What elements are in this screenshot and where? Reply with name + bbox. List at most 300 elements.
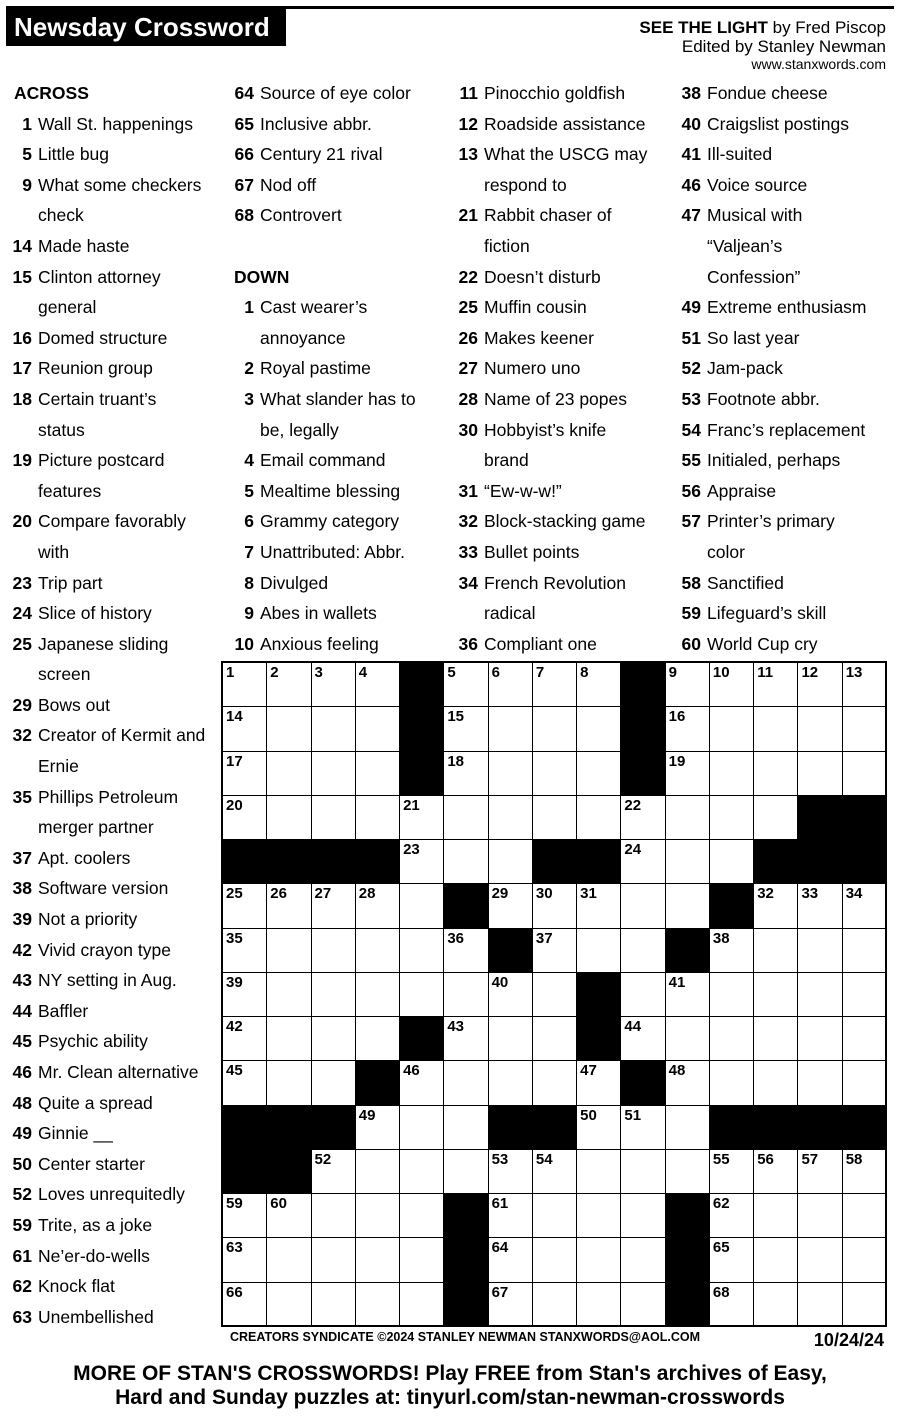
grid-cell[interactable] — [842, 751, 887, 796]
clue-number: 8 — [244, 572, 254, 593]
grid-cell[interactable] — [355, 1193, 400, 1238]
grid-cell[interactable] — [753, 795, 798, 840]
grid-cell[interactable] — [532, 751, 577, 796]
clue-text: radical — [484, 603, 536, 624]
clue-number: 9 — [22, 174, 32, 195]
clue-line — [673, 170, 895, 201]
clue-number: 42 — [12, 939, 32, 960]
author: by Fred Piscop — [772, 18, 886, 37]
cell-number: 47 — [580, 1062, 597, 1080]
grid-cell[interactable] — [532, 706, 577, 751]
grid-cell[interactable] — [753, 1193, 798, 1238]
clue-line — [226, 445, 446, 476]
grid-cell[interactable] — [532, 1282, 577, 1327]
grid-cell[interactable] — [488, 662, 533, 707]
grid-cell[interactable] — [311, 1149, 356, 1194]
grid-cell[interactable] — [355, 662, 400, 707]
grid-cell[interactable] — [532, 1060, 577, 1105]
clue-line — [4, 231, 218, 262]
clue-number: 50 — [12, 1153, 32, 1174]
black-square — [532, 1105, 577, 1150]
grid-cell[interactable] — [709, 751, 754, 796]
grid-cell[interactable] — [665, 883, 710, 928]
clue-line — [4, 873, 218, 904]
grid-cell[interactable] — [355, 928, 400, 973]
cell-number: 50 — [580, 1106, 597, 1124]
clue-number: 33 — [458, 541, 478, 562]
cell-number: 3 — [314, 664, 323, 681]
grid-cell[interactable] — [665, 795, 710, 840]
clue-number: 53 — [681, 388, 701, 409]
grid-cell[interactable] — [842, 1282, 887, 1327]
promo — [0, 1362, 900, 1410]
grid-cell[interactable] — [355, 883, 400, 928]
grid-cell[interactable] — [355, 706, 400, 751]
black-square — [665, 928, 710, 973]
clue-line — [226, 139, 446, 170]
cell-number: 60 — [270, 1195, 287, 1213]
grid-cell[interactable] — [576, 706, 621, 751]
grid-cell[interactable] — [709, 839, 754, 884]
clue-number — [4, 415, 38, 446]
grid-cell[interactable] — [488, 1193, 533, 1238]
clue-line — [226, 109, 446, 140]
grid-cell[interactable] — [842, 1016, 887, 1061]
black-square — [620, 751, 665, 796]
grid-cell[interactable] — [709, 662, 754, 707]
grid-cell[interactable] — [266, 1237, 311, 1282]
black-square — [576, 839, 621, 884]
grid-cell[interactable] — [753, 1149, 798, 1194]
grid-cell[interactable] — [355, 972, 400, 1017]
grid-cell[interactable] — [355, 1237, 400, 1282]
grid-cell[interactable] — [620, 1016, 665, 1061]
grid-cell[interactable] — [576, 1237, 621, 1282]
grid-cell[interactable] — [488, 883, 533, 928]
grid-cell[interactable] — [709, 1237, 754, 1282]
clue-number: 39 — [12, 909, 32, 930]
clue-text: Mr. Clean alternative — [38, 1062, 199, 1082]
clue-text: Doesn’t disturb — [484, 266, 601, 287]
black-square — [665, 1282, 710, 1327]
clue-number: 28 — [458, 388, 478, 409]
grid-cell[interactable] — [709, 1149, 754, 1194]
clue-line — [4, 415, 218, 446]
grid-cell[interactable] — [443, 1016, 488, 1061]
clue-number: 2 — [244, 358, 254, 379]
grid-cell[interactable] — [266, 795, 311, 840]
grid-cell[interactable] — [266, 1282, 311, 1327]
grid-cell[interactable] — [443, 1149, 488, 1194]
clue-line — [4, 690, 218, 721]
grid-cell[interactable] — [842, 1149, 887, 1194]
grid-cell[interactable] — [620, 1105, 665, 1150]
grid-cell[interactable] — [266, 706, 311, 751]
grid-cell[interactable] — [443, 1105, 488, 1150]
grid-cell[interactable] — [443, 795, 488, 840]
clue-text: Not a priority — [38, 909, 138, 930]
grid-cell[interactable] — [665, 1105, 710, 1150]
grid-cell[interactable] — [842, 972, 887, 1017]
grid-cell[interactable] — [753, 972, 798, 1017]
grid-cell[interactable] — [576, 751, 621, 796]
grid-cell[interactable] — [532, 795, 577, 840]
grid-cell[interactable] — [665, 1149, 710, 1194]
clue-line — [226, 506, 446, 537]
grid-cell[interactable] — [311, 928, 356, 973]
clue-number: 1 — [22, 113, 32, 134]
clue-line — [4, 109, 218, 140]
grid-cell[interactable] — [576, 1282, 621, 1327]
grid-cell[interactable] — [355, 751, 400, 796]
black-square — [355, 839, 400, 884]
clue-text: annoyance — [260, 327, 346, 348]
promo-line-2: Hard and Sunday puzzles at: tinyurl.com/stan-newman-crosswords — [115, 1386, 785, 1409]
grid-cell[interactable] — [753, 1016, 798, 1061]
grid-cell[interactable] — [665, 839, 710, 884]
grid-cell[interactable] — [709, 1016, 754, 1061]
clue-line — [4, 629, 218, 660]
clue-line — [4, 1149, 218, 1180]
clue-text: fiction — [484, 235, 530, 256]
cell-number: 46 — [403, 1062, 420, 1080]
grid-cell[interactable] — [753, 1060, 798, 1105]
grid-cell[interactable] — [665, 662, 710, 707]
clue-number: 26 — [458, 327, 478, 348]
clue-number: 5 — [244, 480, 254, 501]
clue-text: Muffin cousin — [484, 297, 587, 318]
grid-cell[interactable] — [355, 1016, 400, 1061]
grid-cell[interactable] — [753, 1282, 798, 1327]
grid-cell[interactable] — [709, 1193, 754, 1238]
grid-cell[interactable] — [532, 1193, 577, 1238]
clue-number: 29 — [12, 694, 32, 715]
cell-number: 67 — [491, 1283, 509, 1301]
clue-line — [4, 139, 218, 170]
grid-cell[interactable] — [222, 972, 267, 1017]
grid-cell[interactable] — [399, 1060, 444, 1105]
clue-text: Mealtime blessing — [260, 480, 401, 501]
grid-cell[interactable] — [620, 795, 665, 840]
grid-cell[interactable] — [842, 1237, 887, 1282]
grid-cell[interactable] — [355, 1282, 400, 1327]
grid-cell[interactable] — [311, 1193, 356, 1238]
clue-text: be, legally — [260, 419, 339, 440]
cell-number: 65 — [712, 1239, 730, 1257]
clue-number — [673, 537, 707, 568]
grid-cell[interactable] — [488, 839, 533, 884]
grid-cell[interactable] — [620, 839, 665, 884]
grid-cell[interactable] — [620, 1149, 665, 1194]
grid-cell[interactable] — [488, 1149, 533, 1194]
grid-cell[interactable] — [797, 751, 842, 796]
grid-cell[interactable] — [797, 1016, 842, 1061]
grid-cell[interactable] — [753, 662, 798, 707]
grid-cell[interactable] — [311, 706, 356, 751]
clue-text: Sanctified — [707, 572, 784, 593]
clue-line — [4, 1026, 218, 1057]
grid-cell[interactable] — [443, 928, 488, 973]
grid-cell[interactable] — [709, 1060, 754, 1105]
black-square — [532, 839, 577, 884]
grid-cell[interactable] — [576, 1149, 621, 1194]
grid-cell[interactable] — [399, 883, 444, 928]
clue-text: Trite, as a joke — [38, 1214, 153, 1235]
grid-cell[interactable] — [842, 662, 887, 707]
grid-cell[interactable] — [311, 883, 356, 928]
grid-cell[interactable] — [576, 883, 621, 928]
grid-cell[interactable] — [443, 839, 488, 884]
clue-text: Trip part — [38, 572, 103, 593]
black-square — [753, 839, 798, 884]
clue-line — [4, 782, 218, 813]
clue-number: 40 — [681, 113, 701, 134]
grid-cell[interactable] — [532, 928, 577, 973]
grid-cell[interactable] — [532, 662, 577, 707]
grid-cell[interactable] — [665, 751, 710, 796]
clue-text: color — [707, 541, 745, 562]
grid-cell[interactable] — [842, 928, 887, 973]
grid-cell[interactable] — [355, 1149, 400, 1194]
clue-number: 32 — [12, 725, 32, 746]
grid-cell[interactable] — [266, 1016, 311, 1061]
grid-cell[interactable] — [842, 883, 887, 928]
grid-cell[interactable] — [709, 795, 754, 840]
grid-cell[interactable] — [753, 706, 798, 751]
clue-line — [4, 445, 218, 476]
black-square — [222, 839, 267, 884]
grid-cell[interactable] — [355, 1105, 400, 1150]
grid-cell[interactable] — [709, 972, 754, 1017]
grid-cell[interactable] — [311, 1060, 356, 1105]
grid-cell[interactable] — [311, 972, 356, 1017]
clue-text: Psychic ability — [38, 1031, 148, 1052]
grid-cell[interactable] — [797, 1282, 842, 1327]
grid-cell[interactable] — [266, 928, 311, 973]
clue-text: Email command — [260, 450, 386, 471]
grid-cell[interactable] — [222, 751, 267, 796]
clue-line — [4, 904, 218, 935]
clue-text: Block-stacking game — [484, 511, 646, 532]
grid-cell[interactable] — [488, 751, 533, 796]
grid-cell[interactable] — [311, 751, 356, 796]
grid-cell[interactable] — [797, 883, 842, 928]
grid-cell[interactable] — [266, 751, 311, 796]
grid-cell[interactable] — [665, 972, 710, 1017]
clue-line — [226, 568, 446, 599]
clue-text: Makes keener — [484, 327, 594, 348]
grid-cell[interactable] — [665, 1060, 710, 1105]
grid-cell[interactable] — [222, 1193, 267, 1238]
grid-cell[interactable] — [488, 1016, 533, 1061]
black-square — [488, 1105, 533, 1150]
grid-cell[interactable] — [797, 1060, 842, 1105]
clue-text: What some checkers — [38, 174, 202, 195]
clue-text: Craigslist postings — [707, 113, 849, 134]
grid-cell[interactable] — [266, 883, 311, 928]
cell-number: 22 — [624, 796, 642, 814]
grid-cell[interactable] — [709, 928, 754, 973]
cell-number: 53 — [491, 1150, 509, 1168]
clue-line — [4, 1088, 218, 1119]
grid-cell[interactable] — [443, 972, 488, 1017]
grid-cell[interactable] — [222, 1016, 267, 1061]
black-square — [753, 1105, 798, 1150]
clue-text: Ne’er-do-wells — [38, 1245, 150, 1266]
cell-number: 26 — [270, 885, 287, 903]
black-square — [222, 1105, 267, 1150]
clue-line — [226, 476, 446, 507]
grid-cell[interactable] — [620, 1282, 665, 1327]
grid-cell[interactable] — [222, 706, 267, 751]
grid-cell[interactable] — [399, 1193, 444, 1238]
grid-cell[interactable] — [311, 662, 356, 707]
grid-cell[interactable] — [488, 972, 533, 1017]
cell-number: 23 — [403, 841, 420, 859]
across-header: ACROSS — [14, 83, 89, 103]
grid-cell[interactable] — [399, 1149, 444, 1194]
grid-cell[interactable] — [665, 1016, 710, 1061]
grid-cell[interactable] — [443, 751, 488, 796]
clue-line — [4, 353, 218, 384]
grid-cell[interactable] — [222, 1237, 267, 1282]
grid-cell[interactable] — [399, 1105, 444, 1150]
grid-cell[interactable] — [620, 1237, 665, 1282]
grid-cell[interactable] — [576, 662, 621, 707]
grid-cell[interactable] — [576, 1060, 621, 1105]
grid-cell[interactable] — [532, 1237, 577, 1282]
grid-cell[interactable] — [797, 662, 842, 707]
grid-cell[interactable] — [488, 1237, 533, 1282]
clue-text: Vivid crayon type — [38, 939, 171, 960]
grid-cell[interactable] — [797, 1149, 842, 1194]
grid-cell[interactable] — [443, 662, 488, 707]
grid-cell[interactable] — [753, 883, 798, 928]
grid-cell[interactable] — [576, 795, 621, 840]
clue-text: Ill-suited — [707, 144, 773, 165]
clue-number: 36 — [458, 633, 478, 654]
grid-cell[interactable] — [797, 972, 842, 1017]
grid-cell[interactable] — [488, 795, 533, 840]
crossword-grid — [222, 662, 886, 1326]
cell-number: 19 — [668, 752, 686, 770]
grid-cell[interactable] — [665, 706, 710, 751]
grid-cell[interactable] — [532, 1016, 577, 1061]
grid-cell[interactable] — [620, 972, 665, 1017]
clue-text: Quite a spread — [38, 1092, 153, 1113]
cell-number: 33 — [801, 885, 819, 903]
grid-cell[interactable] — [266, 662, 311, 707]
grid-cell[interactable] — [488, 1282, 533, 1327]
grid-cell[interactable] — [620, 883, 665, 928]
grid-cell[interactable] — [311, 1237, 356, 1282]
grid-cell[interactable] — [532, 1149, 577, 1194]
grid-cell[interactable] — [222, 1282, 267, 1327]
cell-number: 29 — [491, 885, 509, 903]
grid-cell[interactable] — [576, 1105, 621, 1150]
grid-cell[interactable] — [753, 751, 798, 796]
grid-cell[interactable] — [399, 1282, 444, 1327]
grid-cell[interactable] — [266, 1060, 311, 1105]
clue-text: What the USCG may — [484, 144, 648, 165]
grid-cell[interactable] — [311, 1282, 356, 1327]
grid-cell[interactable] — [399, 928, 444, 973]
grid-cell[interactable] — [222, 662, 267, 707]
clue-number: 27 — [458, 358, 478, 379]
grid-cell[interactable] — [488, 706, 533, 751]
grid-cell[interactable] — [266, 1193, 311, 1238]
clue-line — [450, 384, 670, 415]
clue-column-4 — [673, 78, 895, 659]
clue-line — [4, 659, 218, 690]
grid-cell[interactable] — [797, 1237, 842, 1282]
grid-cell[interactable] — [311, 1016, 356, 1061]
clue-text: features — [38, 480, 102, 501]
clue-line — [4, 506, 218, 537]
clue-number: 46 — [12, 1062, 32, 1082]
cell-number: 2 — [270, 664, 279, 681]
grid-cell[interactable] — [488, 1060, 533, 1105]
clue-text: Franc’s replacement — [707, 419, 866, 440]
grid-cell[interactable] — [355, 795, 400, 840]
grid-cell[interactable] — [222, 1060, 267, 1105]
clue-text: Lifeguard’s skill — [707, 603, 827, 624]
grid-cell[interactable] — [576, 1193, 621, 1238]
grid-cell[interactable] — [842, 1193, 887, 1238]
grid-cell[interactable] — [399, 839, 444, 884]
grid-cell[interactable] — [709, 706, 754, 751]
grid-cell[interactable] — [797, 1193, 842, 1238]
grid-cell[interactable] — [842, 1060, 887, 1105]
grid-cell[interactable] — [266, 972, 311, 1017]
clue-number — [450, 170, 484, 201]
clue-line — [673, 323, 895, 354]
clue-number: 49 — [12, 1123, 32, 1144]
clue-line — [4, 965, 218, 996]
grid-cell[interactable] — [753, 1237, 798, 1282]
grid-cell[interactable] — [399, 795, 444, 840]
grid-cell[interactable] — [222, 883, 267, 928]
grid-cell[interactable] — [532, 972, 577, 1017]
clue-line — [450, 506, 670, 537]
grid-cell[interactable] — [399, 1237, 444, 1282]
grid-cell[interactable] — [222, 795, 267, 840]
grid-cell[interactable] — [532, 883, 577, 928]
clue-line — [226, 323, 446, 354]
grid-cell[interactable] — [443, 1060, 488, 1105]
cell-number: 52 — [314, 1150, 332, 1168]
clue-number: 18 — [12, 388, 32, 409]
clue-line — [450, 78, 670, 109]
grid-cell[interactable] — [709, 1282, 754, 1327]
clue-line — [4, 476, 218, 507]
grid-cell[interactable] — [842, 706, 887, 751]
grid-cell[interactable] — [443, 706, 488, 751]
grid-cell[interactable] — [222, 928, 267, 973]
grid-cell[interactable] — [753, 928, 798, 973]
clue-text: check — [38, 205, 84, 226]
clue-line — [226, 200, 446, 231]
grid-cell[interactable] — [620, 928, 665, 973]
grid-cell[interactable] — [620, 1193, 665, 1238]
grid-cell[interactable] — [399, 972, 444, 1017]
cell-number: 4 — [358, 664, 368, 681]
grid-cell[interactable] — [797, 928, 842, 973]
grid-cell[interactable] — [797, 706, 842, 751]
clue-text: Baffler — [38, 1000, 89, 1021]
grid-cell[interactable] — [576, 928, 621, 973]
grid-cell[interactable] — [311, 795, 356, 840]
